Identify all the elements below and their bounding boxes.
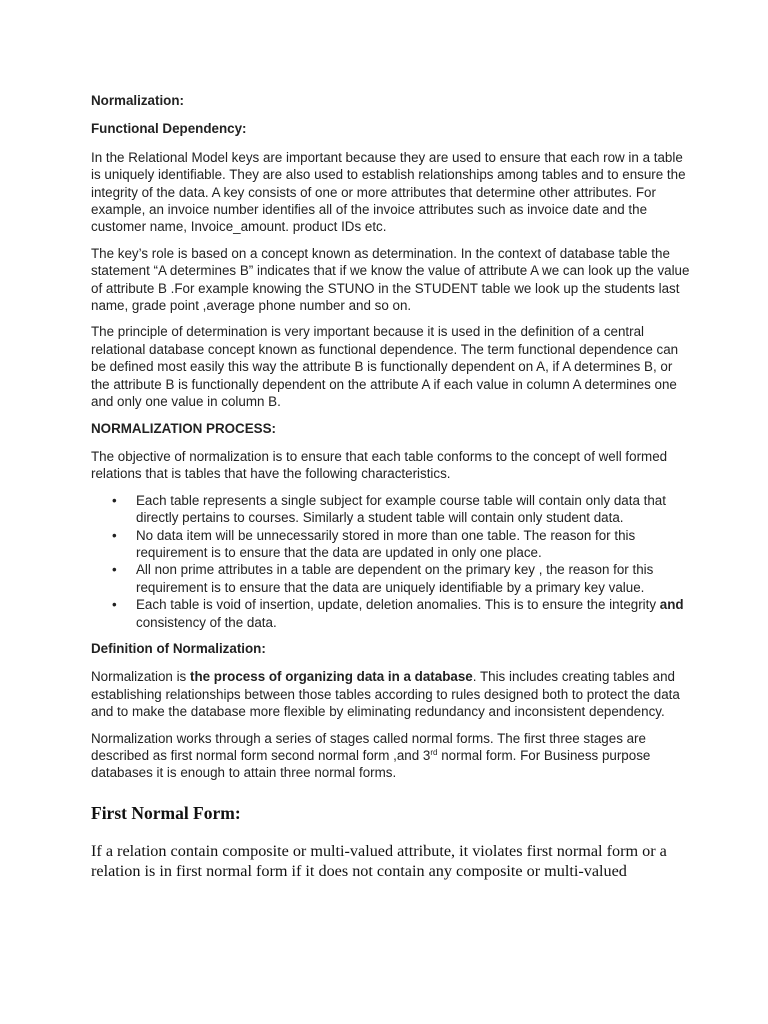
normal-forms-lead: Normalization works through a series of stages called normal forms. The first three stages are described as first normal form second normal form ,and 3 <box>91 730 646 763</box>
list-item <box>91 561 691 596</box>
list-item-text: Each table is void of insertion, update, deletion anomalies. This is to ensure the integrity <box>136 597 657 613</box>
first-normal-form-body: If a relation contain composite or multi-valued attribute, it violates first normal form or a relation is in first normal form if it does not contain any composite or multi-valued <box>91 841 667 881</box>
bullet-icon: • <box>112 492 117 508</box>
paragraph-objective: The objective of normalization is to ensure that each table conforms to the concept of well formed relations that is tables that have the following characteristics. <box>91 448 668 482</box>
list-item <box>91 527 691 562</box>
definition-bold: the process of organizing data in a database <box>189 669 473 685</box>
paragraph-keys: In the Relational Model keys are important because they are used to ensure that each row in a table is uniquely identifiable. They are also used to establish relationships among tables and to ensure the integrity of the data. A key consists of one or more attributes that determine other attributes. For example, an invoice number identifies all of the invoice attributes such as invoice date and the customer name, Invoice_amount. product IDs etc. <box>91 149 686 235</box>
normalization-process-heading: NORMALIZATION PROCESS: <box>91 420 276 436</box>
bullet-icon: • <box>112 597 117 613</box>
document-page <box>91 92 691 882</box>
list-item-bold-text: and <box>659 597 684 613</box>
paragraph-functional-dependence: The principle of determination is very important because it is used in the definition of a central relational database concept known as functional dependence. The term functional dependence can be defined most easily this way the attribute B is functionally dependent on A, if A determines B, or the attribute B is functionally dependent on the attribute A if each value in column A determines one and only one value in column B. <box>91 324 679 410</box>
definition-lead: Normalization is <box>91 669 190 685</box>
list-item-text: Each table represents a single subject for example course table will contain only data that directly pertains to courses. Similarly a student table will contain only student data. <box>136 492 666 526</box>
list-item-text: All non prime attributes in a table are dependent on the primary key , the reason for this requirement is to ensure that the data are uniquely identifiable by a primary key value. <box>136 562 654 595</box>
paragraph-determination: The key’s role is based on a concept known as determination. In the context of database table the statement “A determines B” indicates that if we know the value of attribute A we can look up the value of attribute B .For example knowing the STUNO in the STUDENT table we look up the students last name, grade point ,average phone number and so on. <box>91 245 690 314</box>
list-item <box>91 596 691 631</box>
list-item-text: No data item will be unnecessarily stored in more than one table. The reason for this requirement is to ensure that the data are updated in only one place. <box>136 527 636 560</box>
paragraph-definition <box>91 668 691 720</box>
bullet-icon: • <box>112 562 117 578</box>
normal-forms-rest: normal form. For Business purpose databases it is enough to attain three normal forms. <box>91 748 651 781</box>
characteristics-list <box>91 492 691 631</box>
definition-rest: . This includes creating tables and establishing relationships between those tables according to rules designed both to protect the data and to make the database more flexible by eliminating redundancy and inconsistent dependency. <box>91 669 680 720</box>
page-title: Normalization: <box>91 93 184 108</box>
definition-heading: Definition of Normalization: <box>91 640 266 656</box>
first-normal-form-heading: First Normal Form: <box>91 802 241 823</box>
ordinal-superscript: rd <box>430 748 438 757</box>
list-item <box>91 492 691 527</box>
list-item-text-tail: consistency of the data. <box>136 614 277 630</box>
paragraph-normal-forms <box>91 730 691 782</box>
bullet-icon: • <box>112 527 117 543</box>
functional-dependency-heading: Functional Dependency: <box>91 121 247 137</box>
